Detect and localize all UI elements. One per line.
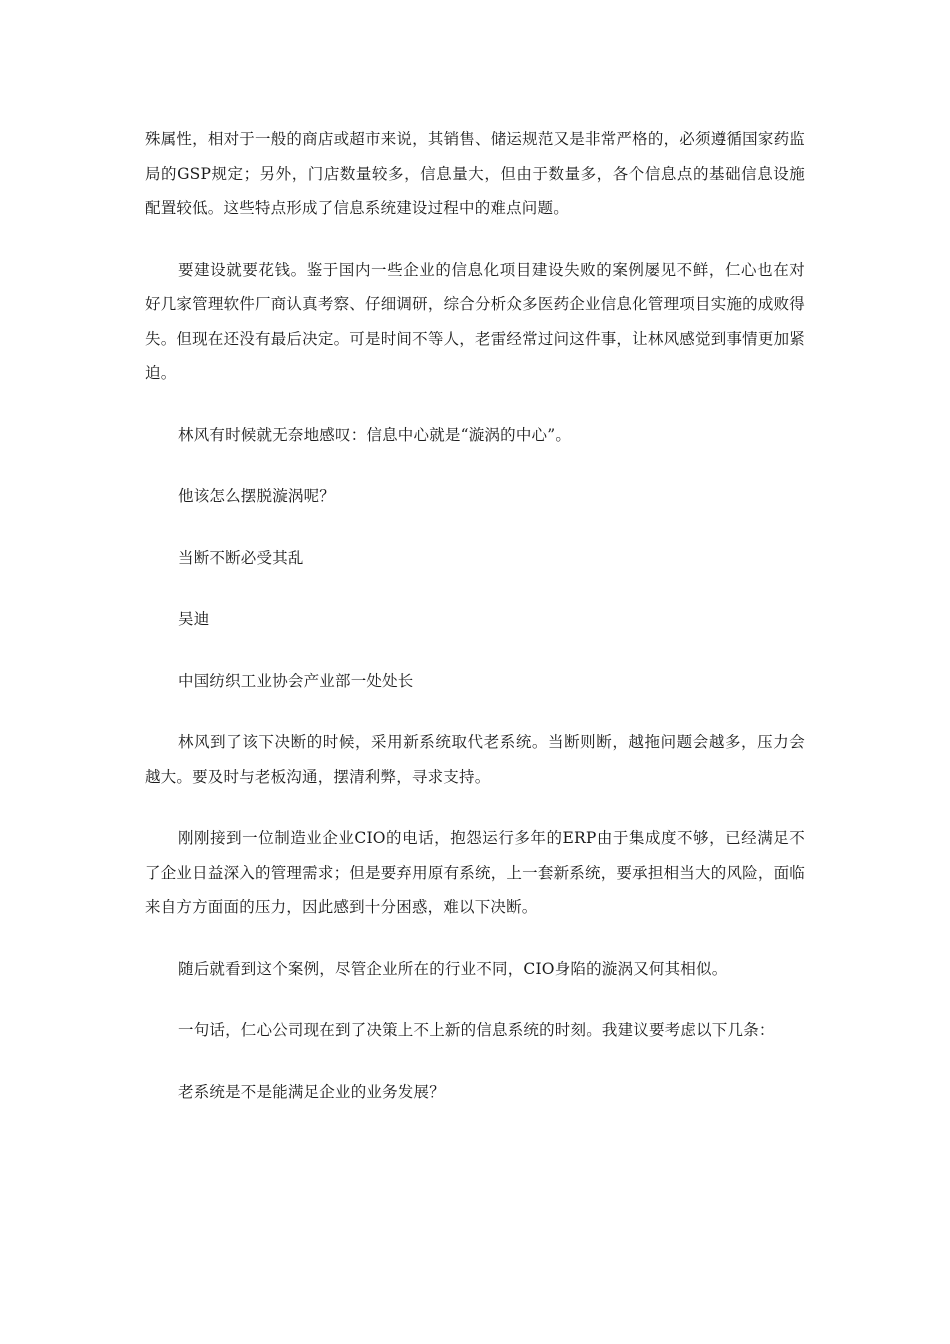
author-title: 中国纺织工业协会产业部一处处长 [178, 671, 414, 690]
document-body [145, 122, 805, 1136]
paragraph: 一句话，仁心公司现在到了决策上不上新的信息系统的时刻。我建议要考虑以下几条： [178, 1021, 775, 1039]
paragraph: 要建设就要花钱。鉴于国内一些企业的信息化项目建设失败的案例屡见不鲜，仁心也在对好几家管理软件厂商认真考察、仔细调研，综合分析众多医药企业信息化管理项目实施的成败得失。但现在还没有最后决定。可是时间不等人，老雷经常过问这件事，让林风感觉到事情更加紧迫。 [145, 260, 805, 382]
paragraph-continued: 殊属性，相对于一般的商店或超市来说，其销售、储运规范又是非常严格的，必须遵循国家药监局的GSP规定；另外，门店数量较多，信息量大，但由于数量多，各个信息点的基础信息设施配置较低。这些特点形成了信息系统建设过程中的难点问题。 [145, 130, 805, 217]
paragraph: 老系统是不是能满足企业的业务发展？ [178, 1082, 445, 1101]
paragraph: 刚刚接到一位制造业企业CIO的电话，抱怨运行多年的ERP由于集成度不够，已经满足不了企业日益深入的管理需求；但是要弃用原有系统，上一套新系统，要承担相当大的风险，面临来自方方面面的压力，因此感到十分困惑，难以下决断。 [145, 829, 805, 916]
paragraph: 随后就看到这个案例，尽管企业所在的行业不同，CIO身陷的漩涡又何其相似。 [178, 959, 728, 978]
section-heading: 当断不断必受其乱 [178, 548, 304, 567]
paragraph: 林风有时候就无奈地感叹：信息中心就是“漩涡的中心”。 [178, 425, 572, 444]
author-name: 吴迪 [178, 610, 210, 628]
paragraph: 林风到了该下决断的时候，采用新系统取代老系统。当断则断，越拖问题会越多，压力会越大。要及时与老板沟通，摆清利弊，寻求支持。 [145, 733, 805, 786]
paragraph: 他该怎么摆脱漩涡呢？ [178, 487, 336, 505]
